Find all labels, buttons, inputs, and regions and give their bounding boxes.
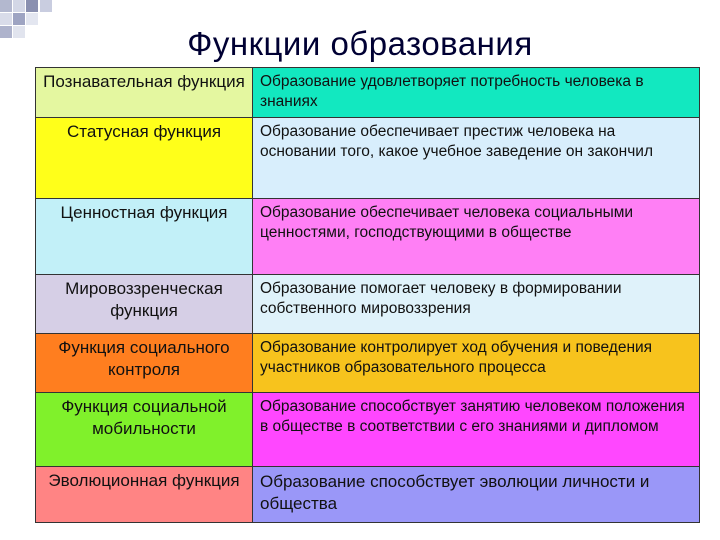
function-name-cell <box>36 275 253 334</box>
functions-table <box>35 67 700 523</box>
table-row <box>36 68 700 118</box>
function-name-cell <box>36 334 253 393</box>
function-name-cell <box>36 199 253 275</box>
table-row <box>36 467 700 523</box>
function-description: Образование обеспечивает человека социальными ценностями, господствующими в обществе <box>253 199 700 275</box>
slide-title: Функции образования <box>187 25 533 62</box>
function-name-cell <box>36 393 253 467</box>
function-description: Образование помогает человеку в формировании собственного мировоззрения <box>253 275 700 334</box>
function-description: Образование удовлетворяет потребность человека в знаниях <box>253 68 700 118</box>
table-row <box>36 334 700 393</box>
function-description: Образование контролирует ход обучения и поведения участников образовательного процесса <box>253 334 700 393</box>
function-description: Образование обеспечивает престиж человека на основании того, какое учебное заведение он закончил <box>253 118 700 199</box>
function-name-cell <box>36 467 253 523</box>
function-name: Функция социальной мобильности <box>61 397 227 438</box>
function-description: Образование способствует эволюции личности и общества <box>253 467 700 523</box>
function-name: Статусная функция <box>66 122 222 141</box>
table-row <box>36 118 700 199</box>
function-name-cell <box>36 118 253 199</box>
function-name: Эволюционная функция <box>48 471 240 490</box>
table-row <box>36 275 700 334</box>
function-description: Образование способствует занятию человеком положения в обществе в соответствии с его знаниями и дипломом <box>253 393 700 467</box>
function-name: Ценностная функция <box>60 203 228 222</box>
function-name-cell <box>36 68 253 118</box>
function-name: Функция социального контроля <box>58 338 230 379</box>
table-row <box>36 199 700 275</box>
table-row <box>36 393 700 467</box>
function-name: Мировоззренческая функция <box>65 279 223 320</box>
function-name: Познавательная функция <box>43 72 245 91</box>
